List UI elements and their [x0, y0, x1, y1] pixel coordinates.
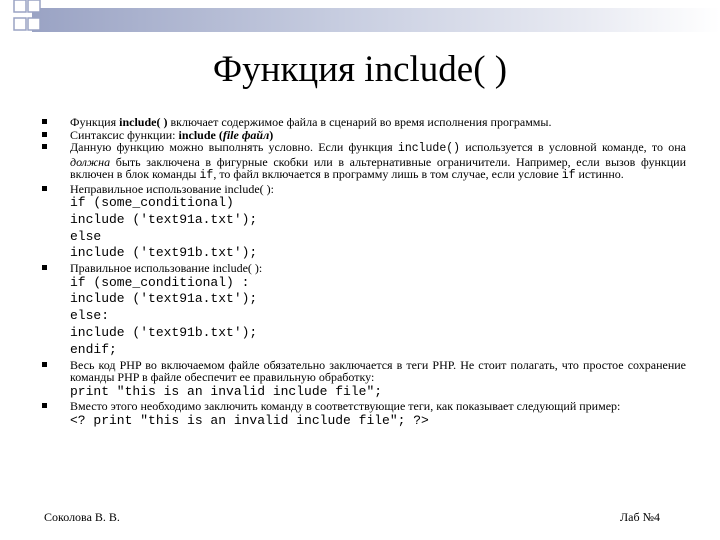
- bold-term: include( ): [119, 115, 168, 129]
- bullet-text: быть заключена в фигурные скобки или в альтернативные ограничители. Например, если вызов функции включен в блок команды: [70, 154, 686, 181]
- code-block-invalid: [36, 384, 686, 401]
- bullet-square-icon: [42, 119, 47, 124]
- bullet-square-icon: [42, 362, 47, 367]
- bullet-text: Неправильное использование include( ):: [70, 181, 274, 196]
- bold-term: ): [269, 127, 274, 142]
- bullet-square-icon: [42, 403, 47, 408]
- bullet-item-7: [36, 400, 686, 413]
- bold-term: include (: [178, 127, 223, 142]
- bullet-text: Данную функцию можно выполнять условно. Если функция: [70, 140, 398, 154]
- bullet-text: включает содержимое файла в сценарий во время исполнения программы.: [167, 115, 552, 129]
- slide-content: [36, 116, 686, 430]
- header-gradient-band: [32, 8, 720, 32]
- bullet-square-icon: [42, 132, 47, 137]
- bullet-item-5: [36, 262, 686, 275]
- bullet-text: Правильное использование include( ):: [70, 261, 263, 276]
- bullet-text: Функция: [70, 115, 120, 129]
- code-line: else: [70, 228, 102, 244]
- code-block-right: [36, 275, 686, 359]
- bullet-square-icon: [42, 144, 47, 149]
- decorative-squares: [0, 0, 80, 40]
- code-line: <? print "this is an invalid include file"; ?>: [70, 412, 429, 428]
- code-line: include ('text91a.txt');: [70, 291, 258, 307]
- bullet-item-6: [36, 359, 686, 384]
- bullet-text: истинно.: [575, 167, 624, 181]
- code-line: if (some_conditional) :: [70, 274, 250, 290]
- code-line: if (some_conditional): [70, 195, 234, 210]
- code-block-wrong: [36, 195, 686, 262]
- code-line: else:: [70, 308, 110, 324]
- bullet-text: используется в условной команде, то она: [460, 140, 686, 154]
- code-line: include ('text91a.txt');: [70, 211, 258, 227]
- code-line: endif;: [70, 341, 117, 357]
- italic-term: должна: [70, 154, 111, 169]
- slide-title: Функция include( ): [212, 49, 508, 90]
- bullet-text: Весь код PHP во включаемом файле обязательно заключается в теги PHP. Не стоит полагать, что простое сохранение команды PHP в файле обеспечит ее правильную обработку:: [70, 357, 686, 385]
- inline-code: if: [561, 169, 576, 182]
- bullet-square-icon: [42, 186, 47, 191]
- bullet-text: , то файл включается в программу лишь в том случае, если условие: [213, 167, 562, 181]
- bold-italic-term: file файл: [222, 127, 270, 142]
- bullet-text: Синтаксис функции:: [70, 127, 179, 142]
- code-line: include ('text91b.txt');: [70, 325, 258, 341]
- bullet-item-4: [36, 183, 686, 196]
- footer-author: Соколова В. В.: [44, 510, 120, 524]
- inline-code: if: [199, 169, 214, 182]
- bullet-text: Вместо этого необходимо заключить команду в соответствующие теги, как показывает следующий пример:: [70, 399, 621, 414]
- bullet-item-3: [36, 141, 686, 183]
- code-line: include ('text91b.txt');: [70, 245, 258, 261]
- inline-code: include(): [397, 142, 461, 155]
- bullet-square-icon: [42, 265, 47, 270]
- code-block-tagged: [36, 413, 686, 430]
- footer-lab-number: Лаб №4: [620, 510, 661, 524]
- code-line: print "this is an invalid include file";: [70, 383, 383, 399]
